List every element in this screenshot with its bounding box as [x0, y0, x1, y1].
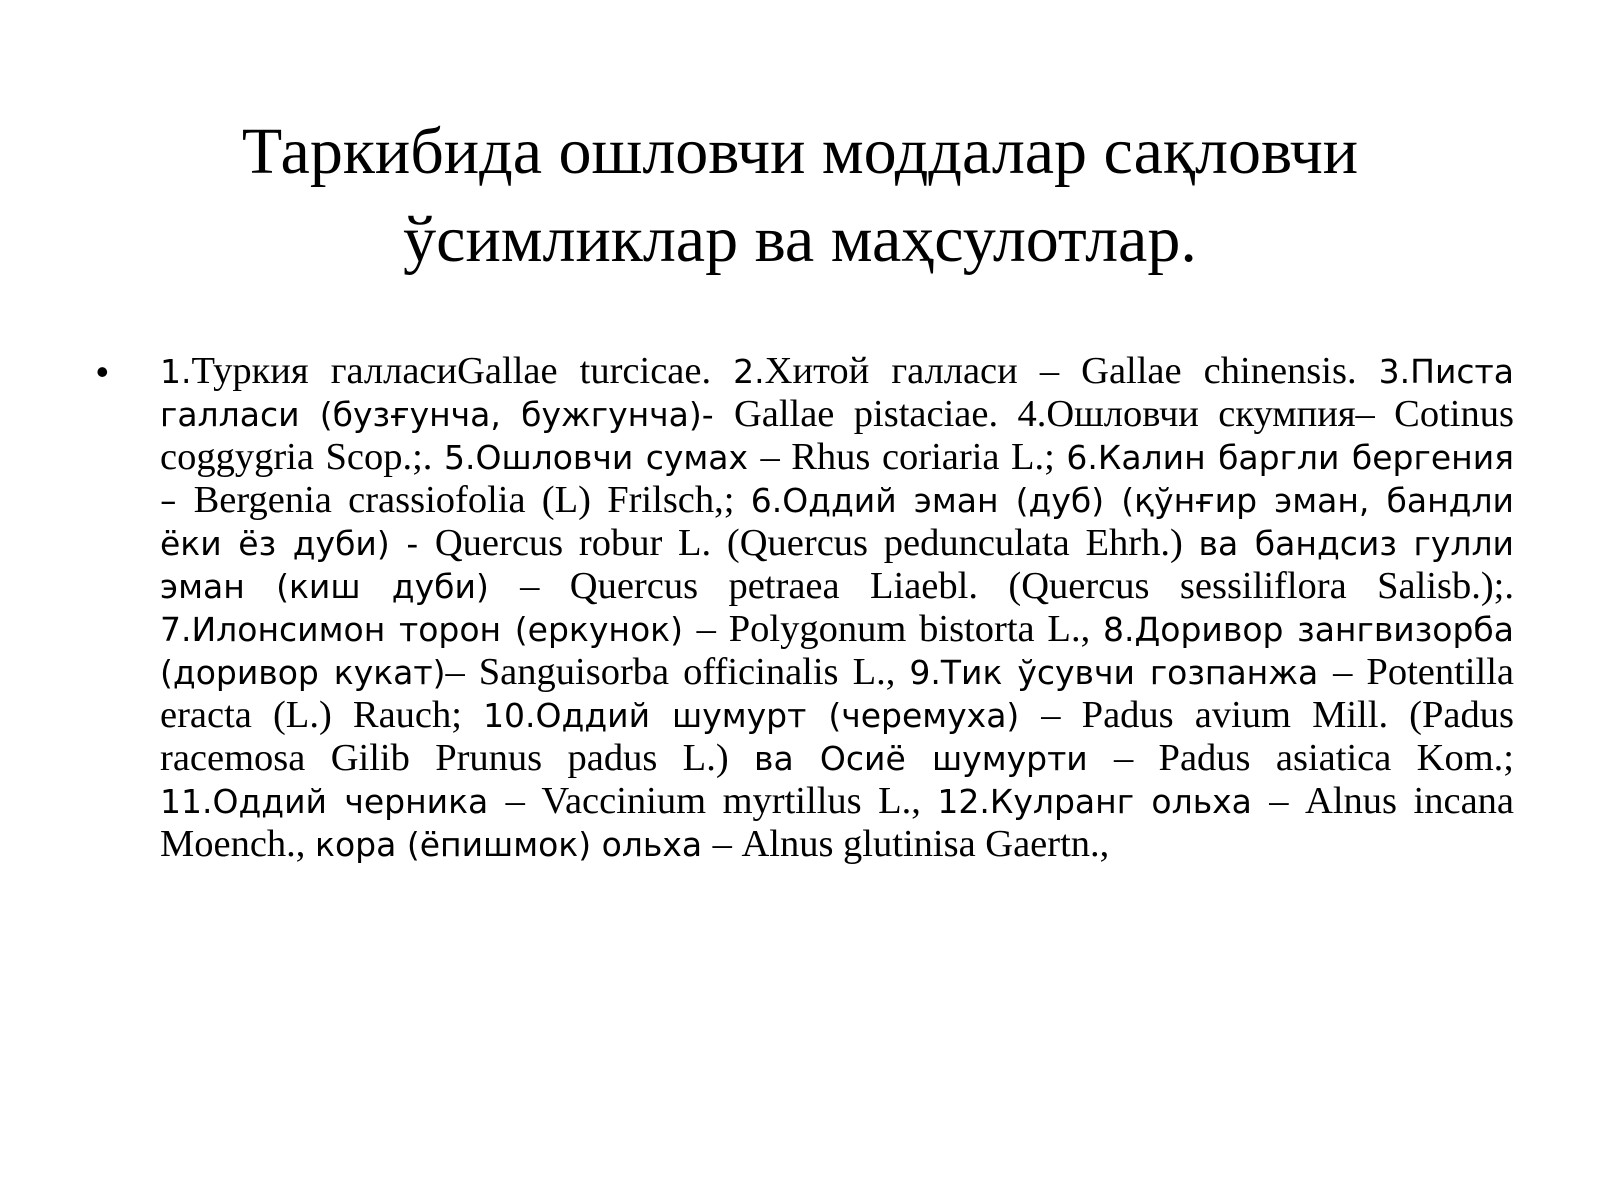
text-segment: ва бандсиз гулли эман (киш дуби)	[160, 524, 1514, 606]
bullet-icon: •	[96, 351, 109, 392]
text-segment: 12.Кулранг ольха	[937, 782, 1270, 821]
text-segment: 8.Доривор зангвизорба (доривор кукат)	[160, 610, 1514, 692]
text-segment: Bergenia crassiofolia (L) Frilsch,;	[193, 479, 751, 521]
text-segment: Туркия галласиGallae turcicae.	[191, 350, 734, 392]
text-segment: 10.Оддий шумурт (черемуха)	[483, 696, 1042, 735]
text-segment: 6.Калин баргли бергения –	[160, 438, 1514, 520]
text-segment: – Polygonum bistorta L.,	[696, 608, 1104, 650]
text-segment: – Sanguisorba officinalis L.,	[445, 651, 910, 693]
text-segment: – Potentilla eracta (L.) Rauch;	[160, 651, 1514, 736]
text-segment: 3.Писта галласи (бузғунча, бужгунча)-	[160, 352, 1514, 434]
slide-title-line-2: ўсимликлар ва маҳсулотлар.	[403, 203, 1197, 276]
content-list	[96, 350, 1514, 866]
text-segment: 11.Оддий черника	[160, 782, 506, 821]
text-segment: Quercus robur L. (Quercus pedunculata Ehrh.)	[434, 522, 1199, 564]
text-segment: 5.Ошловчи сумах	[443, 438, 761, 477]
text-segment: – Alnus incana Moench.,	[160, 780, 1514, 865]
text-segment: 6.Оддий эман (дуб) (қўнғир эман, бандли ёки ёз дуби) -	[160, 481, 1515, 563]
slide-title	[150, 108, 1450, 284]
text-segment: 9.Тик ўсувчи гозпанжа	[909, 653, 1334, 692]
text-segment: 1.	[160, 352, 192, 391]
text-segment: – Padus asiatica Kom.;	[1113, 737, 1514, 779]
list-item-text	[160, 350, 1514, 865]
list-item	[96, 350, 1514, 866]
text-segment: – Alnus glutinisa Gaertn.,	[712, 823, 1110, 865]
text-segment: – Padus avium Mill. (Padus racemosa Gilib Prunus padus L.)	[160, 694, 1514, 779]
text-segment: 2.	[733, 352, 765, 391]
text-segment: 7.Илонсимон торон (еркунок)	[160, 610, 697, 649]
slide-title-line-1: Таркибида ошловчи моддалар сақловчи	[241, 115, 1359, 188]
text-segment: – Vaccinium myrtillus L.,	[505, 780, 938, 822]
text-segment: кора (ёпишмок) ольха	[315, 825, 713, 864]
text-segment: – Rhus coriaria L.;	[760, 436, 1067, 478]
text-segment: – Quercus petraea Liaebl. (Quercus sessiliflora Salisb.);.	[520, 565, 1514, 607]
text-segment: ва Осиё шумурти	[754, 739, 1114, 778]
text-segment: Gallae pistaciae. 4.Ошловчи скумпия– Cotinus coggygria Scop.;.	[160, 393, 1514, 478]
text-segment: Хитой галласи – Gallae chinensis.	[764, 350, 1379, 392]
